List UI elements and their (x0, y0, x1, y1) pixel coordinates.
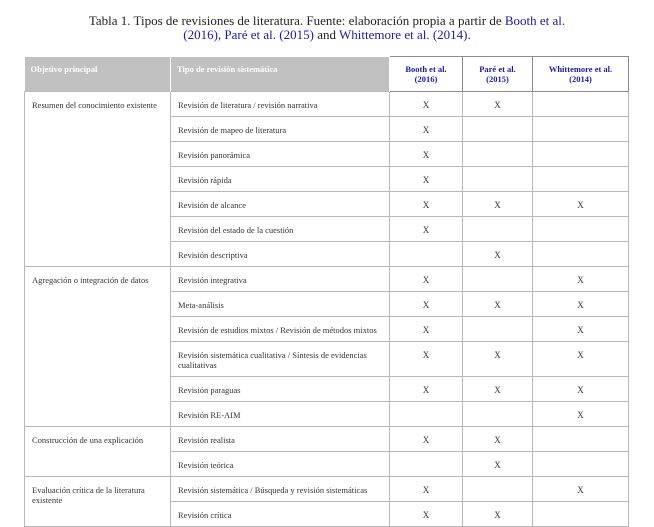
review-type-cell: Revisión sistemática cualitativa / Síntesis de evidencias cualitativas (171, 342, 390, 377)
caption-prefix: Tabla 1. Tipos de revisiones de literatura. Fuente: elaboración propia a partir de (88, 13, 505, 28)
review-type-cell: Revisión rápida (171, 167, 390, 192)
caption-end: . (467, 27, 471, 42)
review-type-cell: Revisión descriptiva (171, 242, 390, 267)
table-caption (0, 14, 654, 42)
pare-mark-cell (463, 217, 533, 242)
pare-2015-link[interactable]: Paré et al. (2015) (224, 27, 314, 42)
review-type-cell: Revisión de mapeo de literatura (171, 117, 390, 142)
caption-and: and (313, 27, 339, 42)
booth-mark-cell: X (390, 217, 463, 242)
review-type-cell: Revisión realista (171, 427, 390, 452)
pare-mark-cell: X (463, 342, 533, 377)
objective-cell: Agregación o integración de datos (25, 267, 171, 427)
pare-mark-cell: X (463, 92, 533, 117)
whittemore-mark-cell: X (533, 377, 629, 402)
whittemore-mark-cell (533, 217, 629, 242)
pare-mark-cell (463, 117, 533, 142)
booth-mark-cell: X (390, 342, 463, 377)
review-type-cell: Revisión teórica (171, 452, 390, 477)
review-type-cell: Revisión RE-AIM (171, 402, 390, 427)
pare-mark-cell (463, 267, 533, 292)
booth-2016-link[interactable]: Booth et al. (504, 13, 566, 28)
table-row (25, 92, 629, 117)
booth-mark-cell: X (390, 167, 463, 192)
review-type-cell: Revisión de literatura / revisión narrativa (171, 92, 390, 117)
objective-cell: Construcción de una explicación (25, 427, 171, 477)
pare-mark-cell: X (463, 452, 533, 477)
whittemore-mark-cell: X (533, 192, 629, 217)
whittemore-mark-cell (533, 142, 629, 167)
review-type-cell: Revisión de alcance (171, 192, 390, 217)
whittemore-mark-cell: X (533, 402, 629, 427)
review-types-table (24, 56, 629, 527)
pare-mark-cell (463, 142, 533, 167)
booth-mark-cell: X (390, 317, 463, 342)
booth-mark-cell: X (390, 92, 463, 117)
review-type-cell: Revisión de estudios mixtos / Revisión de métodos mixtos (171, 317, 390, 342)
whittemore-mark-cell: X (533, 317, 629, 342)
booth-mark-cell (390, 402, 463, 427)
table-row (25, 477, 629, 502)
pare-mark-cell: X (463, 242, 533, 267)
booth-mark-cell (390, 242, 463, 267)
header-objective: Objetivo principal (25, 57, 171, 92)
pare-mark-cell (463, 477, 533, 502)
booth-2016-year-link[interactable]: (2016) (183, 27, 218, 42)
review-type-cell: Revisión panorámica (171, 142, 390, 167)
whittemore-mark-cell: X (533, 267, 629, 292)
booth-mark-cell: X (390, 477, 463, 502)
whittemore-mark-cell (533, 427, 629, 452)
header-pare[interactable]: Paré et al. (2015) (463, 57, 533, 92)
booth-mark-cell: X (390, 192, 463, 217)
table-row (25, 427, 629, 452)
pare-mark-cell: X (463, 377, 533, 402)
pare-mark-cell: X (463, 427, 533, 452)
pare-mark-cell (463, 402, 533, 427)
pare-mark-cell: X (463, 502, 533, 527)
pare-mark-cell: X (463, 192, 533, 217)
whittemore-2014-link[interactable]: Whittemore et al. (2014) (338, 27, 468, 42)
whittemore-mark-cell: X (533, 477, 629, 502)
objective-cell: Resumen del conocimiento existente (25, 92, 171, 267)
review-types-table-wrapper (24, 56, 628, 527)
whittemore-mark-cell (533, 242, 629, 267)
pare-mark-cell: X (463, 292, 533, 317)
review-type-cell: Revisión del estado de la cuestión (171, 217, 390, 242)
booth-mark-cell: X (390, 142, 463, 167)
whittemore-mark-cell (533, 117, 629, 142)
caption-separator: , (217, 27, 225, 42)
whittemore-mark-cell (533, 92, 629, 117)
table-body (25, 92, 629, 527)
pare-mark-cell (463, 317, 533, 342)
review-type-cell: Meta-análisis (171, 292, 390, 317)
booth-mark-cell: X (390, 427, 463, 452)
header-booth[interactable]: Booth et al. (2016) (390, 57, 463, 92)
table-header-row (25, 57, 629, 92)
whittemore-mark-cell (533, 167, 629, 192)
table-row (25, 267, 629, 292)
booth-mark-cell (390, 452, 463, 477)
whittemore-mark-cell: X (533, 342, 629, 377)
review-type-cell: Revisión sistemática / Búsqueda y revisión sistemáticas (171, 477, 390, 502)
whittemore-mark-cell: X (533, 292, 629, 317)
booth-mark-cell: X (390, 377, 463, 402)
review-type-cell: Revisión crítica (171, 502, 390, 527)
whittemore-mark-cell (533, 502, 629, 527)
whittemore-mark-cell (533, 452, 629, 477)
header-whittemore[interactable]: Whittemore et al. (2014) (533, 57, 629, 92)
booth-mark-cell: X (390, 292, 463, 317)
pare-mark-cell (463, 167, 533, 192)
objective-cell: Evaluación crítica de la literatura existente (25, 477, 171, 527)
header-review-type: Tipo de revisión sistemática (171, 57, 390, 92)
review-type-cell: Revisión integrativa (171, 267, 390, 292)
booth-mark-cell: X (390, 267, 463, 292)
booth-mark-cell: X (390, 117, 463, 142)
review-type-cell: Revisión paraguas (171, 377, 390, 402)
booth-mark-cell: X (390, 502, 463, 527)
